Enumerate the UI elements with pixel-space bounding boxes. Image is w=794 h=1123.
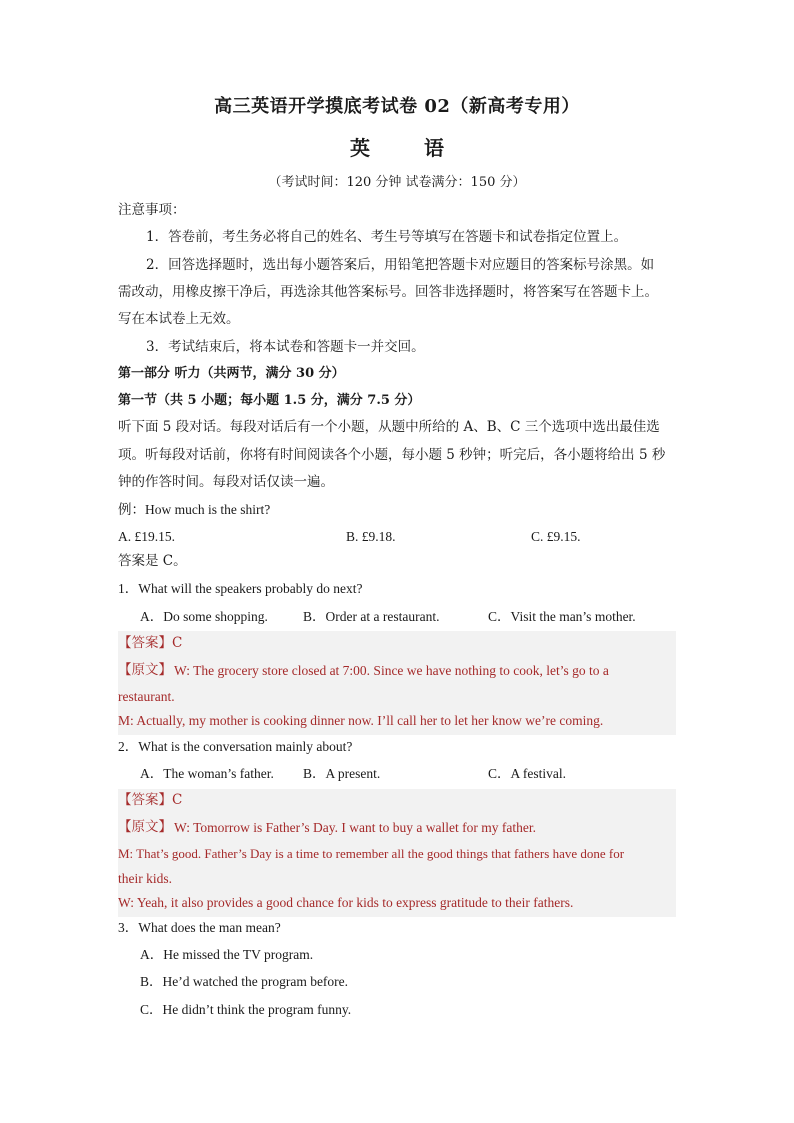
- question-2-answer: 【答案】C: [118, 792, 183, 808]
- question-3-option-c: C．He didn’t think the program funny.: [140, 1002, 352, 1017]
- example-answer: 答案是 C。: [118, 553, 187, 569]
- question-2-option-c: C．A festival.: [488, 766, 566, 781]
- question-2-script-label: 【原文】: [118, 819, 172, 835]
- question-1-script-line-3: M: Actually, my mother is cooking dinner now. I’ll call her to let her know we’re coming.: [118, 713, 604, 728]
- question-2-script-line-1: W: Tomorrow is Father’s Day. I want to buy a wallet for my father.: [174, 820, 536, 835]
- page-title: 高三英语开学摸底考试卷 02（新高考专用）: [214, 96, 580, 117]
- instructions-line-1: 听下面 5 段对话。每段对话后有一个小题，从题中所给的 A、B、C 三个选项中选出最佳选: [118, 419, 660, 435]
- question-3-option-a: A．He missed the TV program.: [140, 947, 314, 962]
- note-item-2-line-1: 2．回答选择题时，选出每小题答案后，用铅笔把答题卡对应题目的答案标号涂黑。如: [146, 257, 655, 273]
- exam-timing: （考试时间：120 分钟 试卷满分：150 分）: [268, 175, 526, 190]
- note-item-3: 3．考试结束后，将本试卷和答题卡一并交回。: [146, 339, 425, 355]
- question-1-script-label: 【原文】: [118, 662, 172, 678]
- example-option-b: B. £9.18.: [346, 529, 396, 544]
- question-2-stem: 2．What is the conversation mainly about?: [118, 739, 353, 754]
- question-1-answer: 【答案】C: [118, 635, 183, 651]
- note-item-2-line-3: 写在本试卷上无效。: [118, 311, 240, 327]
- question-1-stem: 1．What will the speakers probably do next?: [118, 581, 363, 596]
- question-2-option-a: A．The woman’s father.: [140, 766, 274, 781]
- notes-heading: 注意事项：: [118, 202, 186, 218]
- question-3-stem: 3．What does the man mean?: [118, 920, 281, 935]
- question-1-option-a: A．Do some shopping.: [140, 609, 268, 624]
- instructions-line-2: 项。听每段对话前，你将有时间阅读各个小题，每小题 5 秒钟；听完后，各小题将给出 5 秒: [118, 447, 666, 463]
- example-question: 例：How much is the shirt?: [118, 502, 271, 517]
- question-1-script-line-2: restaurant.: [118, 689, 175, 704]
- question-2-script-line-2: M: That’s good. Father’s Day is a time to remember all the good things that fathers have done for: [118, 846, 625, 861]
- subject-char-1: 英: [350, 136, 370, 160]
- subject-char-2: 语: [424, 136, 444, 160]
- question-1-option-c: C．Visit the man’s mother.: [488, 609, 636, 624]
- question-1-script-line-1: W: The grocery store closed at 7:00. Since we have nothing to cook, let’s go to a: [174, 663, 609, 678]
- question-2-script-line-3: their kids.: [118, 871, 172, 886]
- instructions-line-3: 钟的作答时间。每段对话仅读一遍。: [118, 474, 334, 490]
- question-2-option-b: B．A present.: [303, 766, 381, 781]
- question-2-script-line-4: W: Yeah, it also provides a good chance for kids to express gratitude to their fathers.: [118, 895, 574, 910]
- question-3-option-b: B．He’d watched the program before.: [140, 974, 349, 989]
- note-item-2-line-2: 需改动，用橡皮擦干净后，再选涂其他答案标号。回答非选择题时，将答案写在答题卡上。: [118, 284, 658, 300]
- question-1-option-b: B．Order at a restaurant.: [303, 609, 440, 624]
- part-one-heading: 第一部分 听力（共两节，满分 30 分）: [118, 366, 345, 381]
- example-option-a: A. £19.15.: [118, 529, 175, 544]
- section-one-heading: 第一节（共 5 小题；每小题 1.5 分，满分 7.5 分）: [118, 393, 421, 408]
- example-option-c: C. £9.15.: [531, 529, 581, 544]
- note-item-1: 1．答卷前，考生务必将自己的姓名、考生号等填写在答题卡和试卷指定位置上。: [146, 229, 628, 245]
